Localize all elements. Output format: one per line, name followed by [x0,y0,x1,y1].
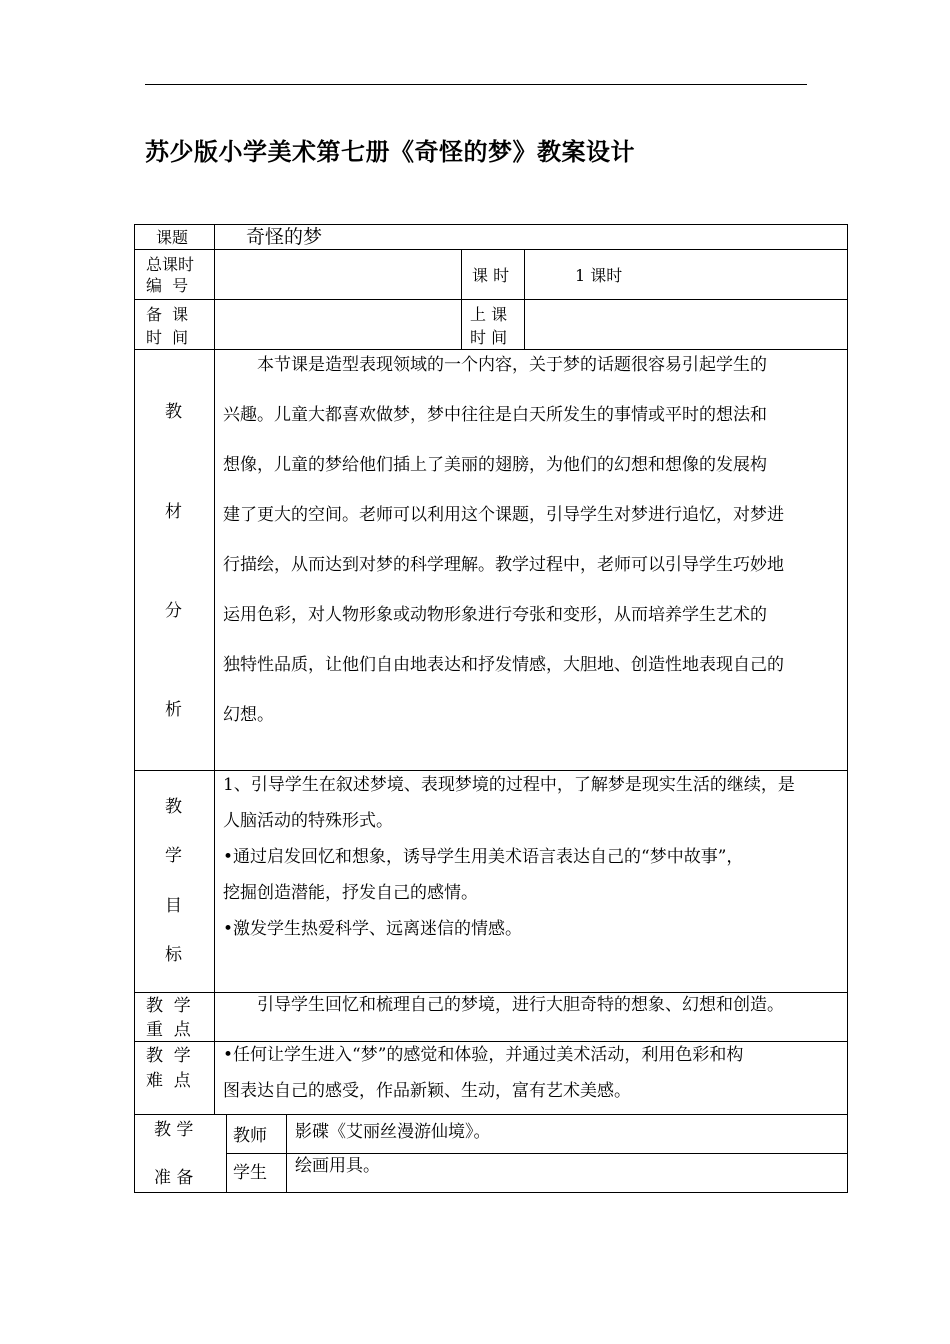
class-time-label-2: 时 间 [470,328,508,347]
difficulty-text [223,1037,743,1109]
teacher-label: 教师 [233,1126,267,1146]
analysis-label-char: 析 [165,700,182,720]
document-title: 苏少版小学美术第七册《奇怪的梦》教案设计 [145,138,635,166]
col-divider [214,224,215,1114]
focus-label-2: 重 点 [146,1020,191,1040]
goals-label-char: 目 [165,896,182,916]
topic-value: 奇怪的梦 [246,226,323,248]
col-divider [461,249,462,349]
analysis-label-char: 材 [165,502,182,522]
text-line: 想像，儿童的梦给他们插上了美丽的翅膀，为他们的幻想和想像的发展构 [223,455,767,475]
analysis-label-char: 教 [165,402,182,422]
prep-label: 教 学 [154,1120,194,1140]
topic-label: 课题 [156,228,189,247]
text-line: 本节课是造型表现领域的一个内容，关于梦的话题很容易引起学生的 [223,355,767,375]
analysis-text [223,340,784,740]
text-line: 建了更大的空间。老师可以利用这个课题，引导学生对梦进行追忆，对梦进 [223,505,784,525]
col-divider [524,249,525,349]
text-line: 人脑活动的特殊形式。 [223,811,393,831]
goals-text [223,767,795,947]
col-divider [226,1114,227,1193]
period-label: 课 时 [472,266,510,285]
goals-label-char: 标 [165,945,182,965]
difficulty-label-2: 难 点 [146,1071,191,1091]
text-line: 幻想。 [223,705,274,725]
goals-label-char: 学 [165,846,182,866]
text-line: •激发学生热爱科学、远离迷信的情感。 [223,919,523,939]
row-divider [134,992,848,993]
teacher-value: 影碟《艾丽丝漫游仙境》。 [295,1122,491,1142]
goals-label-char: 教 [165,797,182,817]
text-line: •任何让学生进入“梦”的感觉和体验，并通过美术活动，利用色彩和构 [223,1045,744,1065]
text-line: 兴趣。儿童大都喜欢做梦，梦中往往是白天所发生的事情或平时的想法和 [223,405,767,425]
row-divider [134,249,848,250]
focus-text: 引导学生回忆和梳理自己的梦境，进行大胆奇特的想象、幻想和创造。 [223,995,784,1015]
row-divider [226,1153,848,1154]
text-line: 图表达自己的感受，作品新颖、生动，富有艺术美感。 [223,1081,631,1101]
period-value: 1 课时 [575,266,623,285]
prep-label-2: 准 备 [154,1168,194,1188]
difficulty-label: 教 学 [146,1046,191,1066]
row-divider [134,299,848,300]
text-line: 独特性品质，让他们自由地表达和抒发情感，大胆地、创造性地表现自己的 [223,655,784,675]
analysis-label-char: 分 [165,601,182,621]
col-divider [286,1114,287,1193]
student-value: 绘画用具。 [295,1156,380,1176]
student-label: 学生 [233,1163,267,1183]
text-line: •通过启发回忆和想象，诱导学生用美术语言表达自己的“梦中故事”， [223,847,744,867]
total-number-label: 总课时 [146,255,195,274]
text-line: 挖掘创造潜能，抒发自己的感情。 [223,883,478,903]
total-number-label-2: 编 号 [146,276,189,295]
prep-time-label: 备 课 [146,305,189,324]
text-line: 1、引导学生在叙述梦境、表现梦境的过程中，了解梦是现实生活的继续，是 [223,775,795,795]
class-time-label: 上 课 [470,305,508,324]
focus-label: 教 学 [146,996,191,1016]
text-line: 运用色彩，对人物形象或动物形象进行夸张和变形，从而培养学生艺术的 [223,605,767,625]
text-line: 行描绘，从而达到对梦的科学理解。教学过程中，老师可以引导学生巧妙地 [223,555,784,575]
row-divider [134,1114,848,1115]
header-rule [145,84,807,85]
prep-time-label-2: 时 间 [146,328,189,347]
